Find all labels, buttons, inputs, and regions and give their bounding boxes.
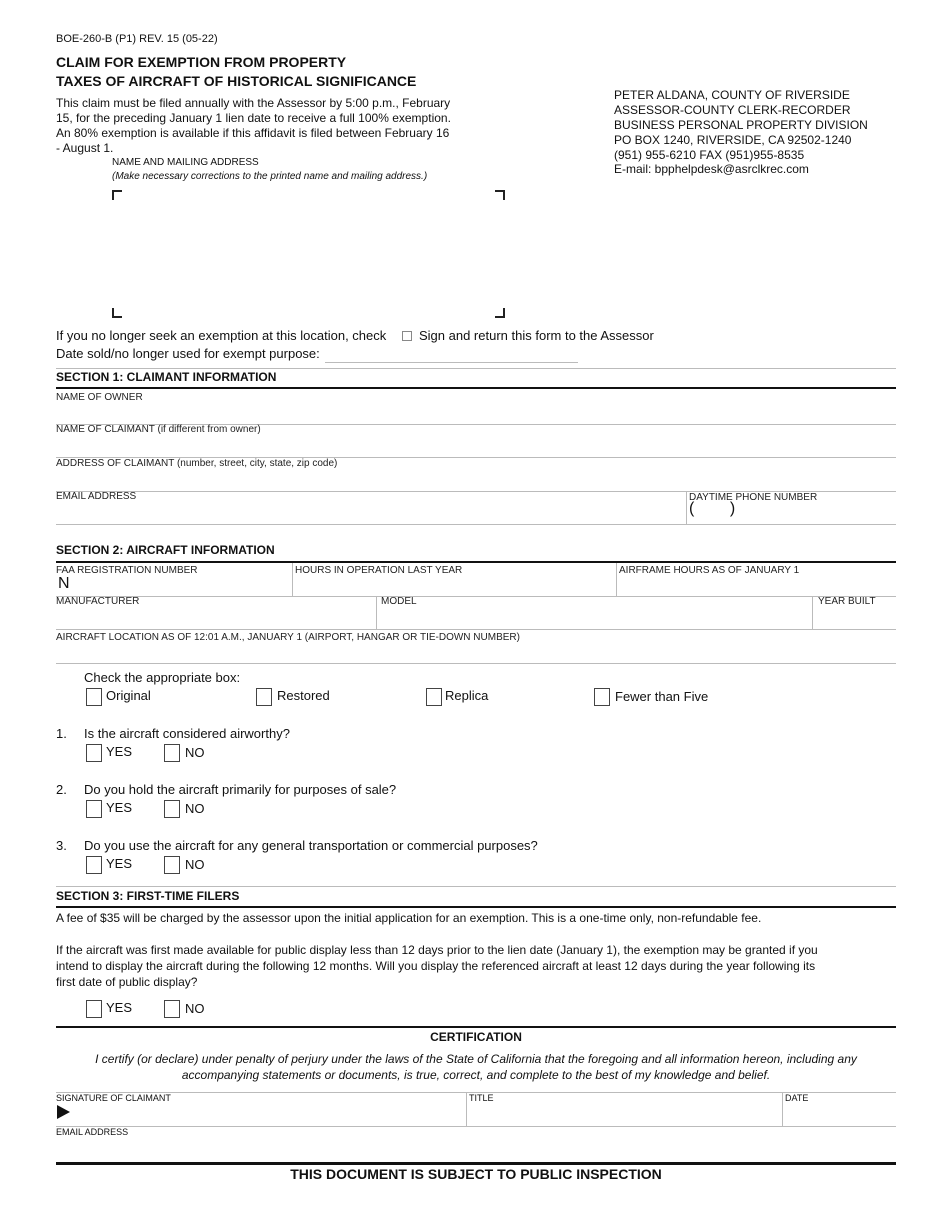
cert-email-label: EMAIL ADDRESS [56, 1127, 129, 1137]
divider [56, 1126, 896, 1127]
model-label: MODEL [381, 596, 417, 607]
section3-rule [56, 906, 896, 908]
q2-no-checkbox[interactable] [164, 800, 180, 818]
question2-number: 2. [56, 782, 67, 797]
date-input[interactable] [786, 1106, 896, 1124]
email-address-input[interactable] [58, 504, 682, 522]
divider [686, 491, 687, 524]
assessor-line3: BUSINESS PERSONAL PROPERTY DIVISION [614, 118, 868, 132]
section1-rule [56, 387, 896, 389]
display-no-checkbox[interactable] [164, 1000, 180, 1018]
sign-here-arrow-icon [57, 1105, 70, 1119]
hours-last-year-label: HOURS IN OPERATION LAST YEAR [295, 565, 463, 576]
model-input[interactable] [383, 610, 807, 628]
assessor-line4: PO BOX 1240, RIVERSIDE, CA 92502-1240 [614, 133, 852, 147]
signature-label: SIGNATURE OF CLAIMANT [56, 1093, 171, 1103]
cert-email-input[interactable] [58, 1140, 896, 1158]
display-yes-checkbox[interactable] [86, 1000, 102, 1018]
q3-no-label: NO [185, 857, 205, 872]
display-line3: first date of public display? [56, 975, 198, 989]
form-number: BOE-260-B (P1) REV. 15 (05-22) [56, 33, 218, 45]
replica-label: Replica [445, 688, 489, 703]
intro-line4: - August 1. [56, 141, 114, 155]
q1-no-checkbox[interactable] [164, 744, 180, 762]
sign-return-text: Sign and return this form to the Assessor [419, 328, 654, 343]
q3-no-checkbox[interactable] [164, 856, 180, 874]
no-longer-check-text: If you no longer seek an exemption at this location, check [56, 328, 387, 343]
q2-yes-checkbox[interactable] [86, 800, 102, 818]
assessor-line2: ASSESSOR-COUNTY CLERK-RECORDER [614, 103, 851, 117]
fewer-than-five-label: Fewer than Five [615, 689, 709, 704]
name-of-owner-input[interactable] [58, 405, 896, 423]
footer-rule [56, 1162, 896, 1165]
restored-label: Restored [277, 688, 330, 703]
divider [56, 368, 896, 369]
display-line2: intend to display the aircraft during the following 12 months. Will you display the referenced aircraft at least 12 days during the year following its [56, 959, 816, 973]
date-label: DATE [785, 1093, 809, 1103]
name-of-owner-label: NAME OF OWNER [56, 392, 143, 403]
aircraft-location-input[interactable] [58, 645, 896, 663]
address-corner-bottom-left [112, 308, 122, 318]
address-of-claimant-input[interactable] [58, 471, 896, 489]
address-corner-top-right [495, 190, 505, 200]
mailing-address-field[interactable] [124, 200, 490, 306]
question2-text: Do you hold the aircraft primarily for purposes of sale? [84, 782, 397, 797]
form-title-line2: TAXES OF AIRCRAFT OF HISTORICAL SIGNIFICANCE [56, 73, 417, 89]
divider [782, 1092, 783, 1126]
replica-checkbox[interactable] [426, 688, 442, 706]
name-of-claimant-input[interactable] [58, 437, 896, 455]
address-of-claimant-label: ADDRESS OF CLAIMANT (number, street, city, state, zip code) [56, 458, 338, 469]
public-inspection-notice: THIS DOCUMENT IS SUBJECT TO PUBLIC INSPECTION [290, 1166, 662, 1182]
no-longer-checkbox[interactable] [402, 331, 412, 341]
certification-title: CERTIFICATION [430, 1030, 522, 1044]
certification-line2: accompanying statements or documents, is true, correct, and complete to the best of my knowledge and belief. [181, 1068, 771, 1082]
original-label: Original [106, 688, 151, 703]
question3-text: Do you use the aircraft for any general transportation or commercial purposes? [84, 838, 538, 853]
original-checkbox[interactable] [86, 688, 102, 706]
certification-rule [56, 1026, 896, 1028]
hours-last-year-input[interactable] [297, 578, 613, 596]
divider [56, 886, 896, 887]
divider [616, 563, 617, 596]
question3-number: 3. [56, 838, 67, 853]
manufacturer-label: MANUFACTURER [56, 596, 140, 607]
address-corner-top-left [112, 190, 122, 200]
title-input[interactable] [470, 1106, 780, 1124]
display-yes-label: YES [106, 1000, 133, 1015]
divider [56, 663, 896, 664]
divider [56, 629, 896, 630]
display-no-label: NO [185, 1001, 205, 1016]
signature-input[interactable] [75, 1106, 463, 1124]
faa-registration-label: FAA REGISTRATION NUMBER [56, 565, 198, 576]
faa-n-prefix: N [58, 575, 70, 592]
name-address-note: (Make necessary corrections to the printed name and mailing address.) [112, 171, 428, 182]
intro-line1: This claim must be filed annually with the Assessor by 5:00 p.m., February [56, 96, 451, 110]
question1-text: Is the aircraft considered airworthy? [84, 726, 290, 741]
date-sold-label: Date sold/no longer used for exempt purpose: [56, 346, 320, 361]
faa-registration-input[interactable] [75, 578, 289, 596]
section2-title: SECTION 2: AIRCRAFT INFORMATION [56, 543, 275, 557]
assessor-line6: E-mail: bpphelpdesk@asrclkrec.com [614, 162, 809, 176]
date-sold-input[interactable] [328, 345, 580, 363]
intro-line3: An 80% exemption is available if this affidavit is filed between February 16 [56, 126, 450, 140]
q1-no-label: NO [185, 745, 205, 760]
year-built-label: YEAR BUILT [818, 596, 876, 607]
fee-text: A fee of $35 will be charged by the assessor upon the initial application for an exemption. This is a one-time only, non-refundable fee. [56, 911, 762, 925]
assessor-line1: PETER ALDANA, COUNTY OF RIVERSIDE [614, 88, 850, 102]
q3-yes-label: YES [106, 856, 133, 871]
email-address-label: EMAIL ADDRESS [56, 491, 137, 502]
divider [56, 524, 896, 525]
question1-number: 1. [56, 726, 67, 741]
daytime-phone-input[interactable] [745, 504, 894, 522]
q1-yes-checkbox[interactable] [86, 744, 102, 762]
airframe-hours-label: AIRFRAME HOURS AS OF JANUARY 1 [619, 565, 800, 576]
intro-line2: 15, for the preceding January 1 lien date to receive a full 100% exemption. [56, 111, 451, 125]
q3-yes-checkbox[interactable] [86, 856, 102, 874]
form-title-line1: CLAIM FOR EXEMPTION FROM PROPERTY [56, 54, 347, 70]
divider [812, 596, 813, 629]
phone-area-code-parens: ( ) [689, 500, 736, 517]
address-corner-bottom-right [495, 308, 505, 318]
assessor-line5: (951) 955-6210 FAX (951)955-8535 [614, 148, 805, 162]
year-built-input[interactable] [818, 610, 896, 628]
divider [466, 1092, 467, 1126]
daytime-phone-label: DAYTIME PHONE NUMBER [689, 492, 818, 503]
check-box-label: Check the appropriate box: [84, 670, 241, 685]
q1-yes-label: YES [106, 744, 133, 759]
restored-checkbox[interactable] [256, 688, 272, 706]
name-of-claimant-label: NAME OF CLAIMANT (if different from owner) [56, 424, 261, 435]
airframe-hours-input[interactable] [621, 578, 895, 596]
fewer-than-five-checkbox[interactable] [594, 688, 610, 706]
section2-rule [56, 561, 896, 563]
aircraft-location-label: AIRCRAFT LOCATION AS OF 12:01 A.M., JANUARY 1 (AIRPORT, HANGAR OR TIE-DOWN NUMBER) [56, 632, 520, 643]
q2-yes-label: YES [106, 800, 133, 815]
title-label: TITLE [469, 1093, 494, 1103]
name-address-label: NAME AND MAILING ADDRESS [112, 157, 259, 168]
certification-line1: I certify (or declare) under penalty of perjury under the laws of the State of California that the foregoing and all information hereon, including any [95, 1052, 857, 1066]
display-line1: If the aircraft was first made available for public display less than 12 days prior to the lien date (January 1), the exemption may be granted if you [56, 943, 818, 957]
section3-title: SECTION 3: FIRST-TIME FILERS [56, 889, 240, 903]
divider [56, 596, 896, 597]
q2-no-label: NO [185, 801, 205, 816]
divider [292, 563, 293, 596]
divider [376, 596, 377, 629]
section1-title: SECTION 1: CLAIMANT INFORMATION [56, 370, 277, 384]
manufacturer-input[interactable] [58, 610, 372, 628]
